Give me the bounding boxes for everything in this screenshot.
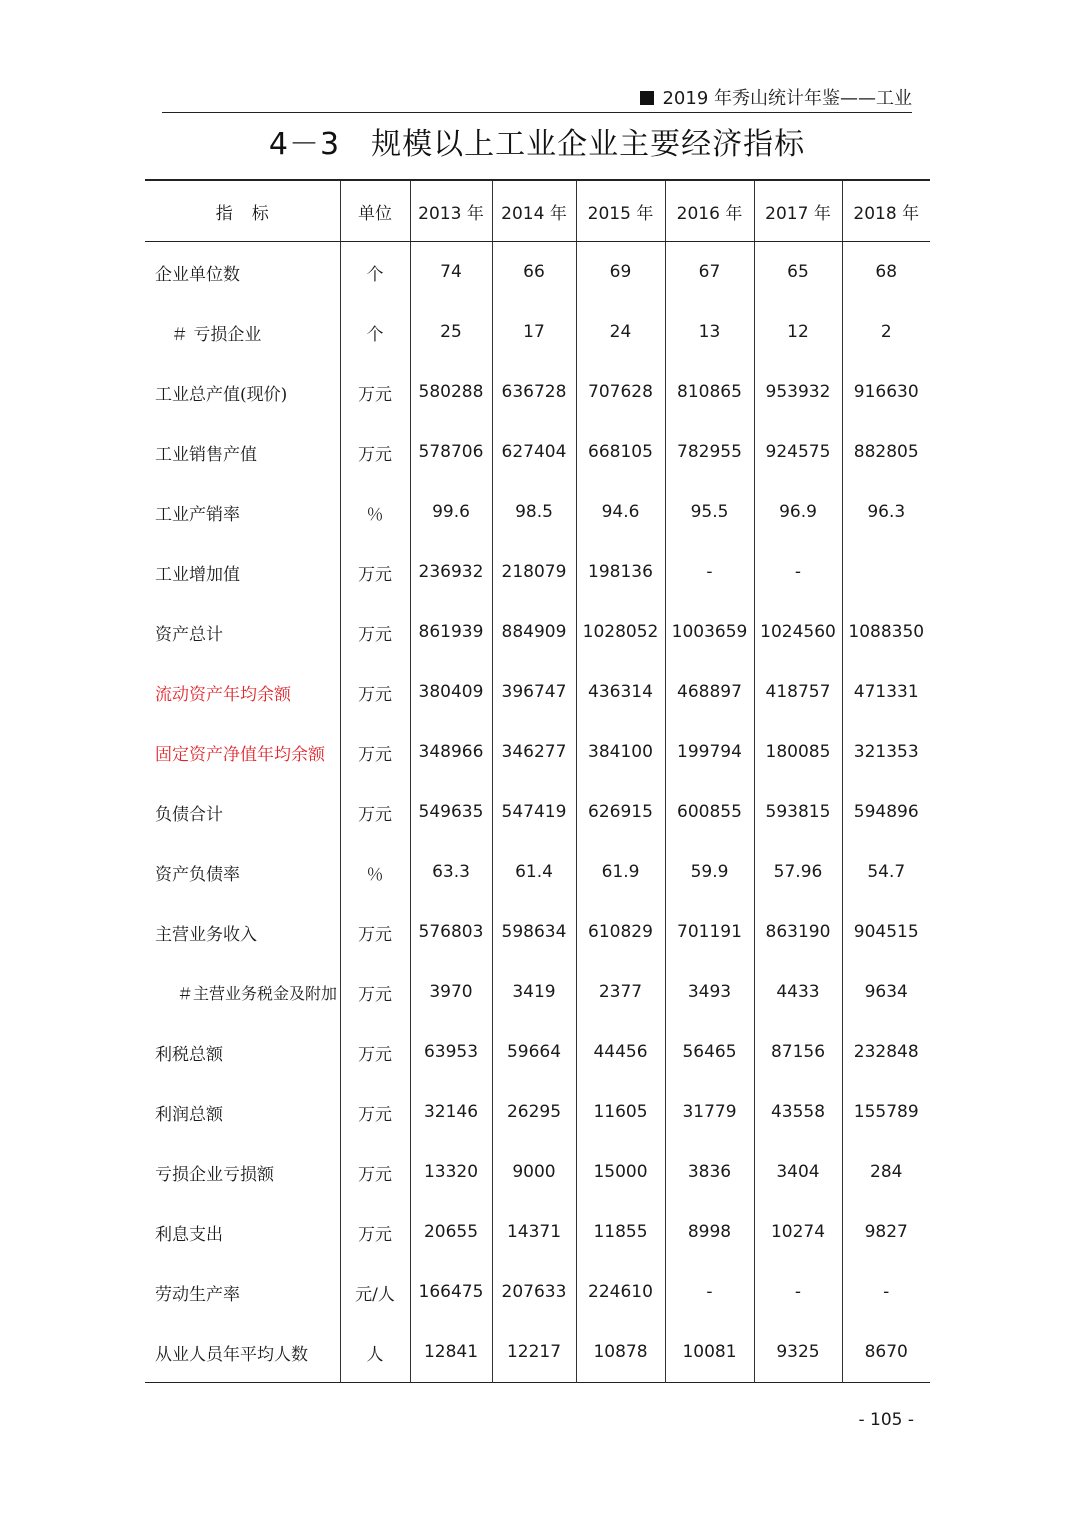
value-cell: 63.3 — [410, 842, 492, 902]
value-cell: 31779 — [665, 1082, 754, 1142]
value-cell: 636728 — [492, 362, 576, 422]
table-row — [145, 242, 930, 303]
table-body — [145, 242, 930, 1383]
value-cell: 380409 — [410, 662, 492, 722]
table-row — [145, 302, 930, 362]
value-cell: 1024560 — [754, 602, 842, 662]
page-title: 4－3 规模以上工业企业主要经济指标 — [268, 127, 806, 162]
table-row — [145, 1322, 930, 1383]
value-cell: - — [754, 1262, 842, 1322]
value-cell: 15000 — [576, 1142, 665, 1202]
table-row — [145, 362, 930, 422]
value-cell: 224610 — [576, 1262, 665, 1322]
value-cell: 346277 — [492, 722, 576, 782]
value-cell: 180085 — [754, 722, 842, 782]
value-cell: 626915 — [576, 782, 665, 842]
unit-cell: 人 — [340, 1322, 410, 1383]
table-row — [145, 902, 930, 962]
value-cell: 218079 — [492, 542, 576, 602]
column-header-year: 2014 年 — [492, 180, 576, 242]
value-cell: 25 — [410, 302, 492, 362]
value-cell: 66 — [492, 242, 576, 303]
unit-cell: 万元 — [340, 1022, 410, 1082]
value-cell: 2 — [842, 302, 930, 362]
indicator-label: 利息支出 — [155, 1224, 223, 1245]
table-row — [145, 842, 930, 902]
value-cell: 3404 — [754, 1142, 842, 1202]
value-cell: 863190 — [754, 902, 842, 962]
value-cell: 24 — [576, 302, 665, 362]
value-cell: 207633 — [492, 1262, 576, 1322]
table-row — [145, 662, 930, 722]
value-cell: 63953 — [410, 1022, 492, 1082]
value-cell: 701191 — [665, 902, 754, 962]
value-cell: 578706 — [410, 422, 492, 482]
header-row — [145, 180, 930, 242]
value-cell: 13 — [665, 302, 754, 362]
column-header-year: 2016 年 — [665, 180, 754, 242]
value-cell: 59.9 — [665, 842, 754, 902]
value-cell: 68 — [842, 242, 930, 303]
value-cell: 953932 — [754, 362, 842, 422]
page-number: - 105 - — [858, 1410, 914, 1430]
table-row — [145, 482, 930, 542]
indicator-label: ＃ 亏损企业 — [171, 324, 262, 345]
value-cell: 236932 — [410, 542, 492, 602]
value-cell: 4433 — [754, 962, 842, 1022]
table-row — [145, 602, 930, 662]
value-cell: 44456 — [576, 1022, 665, 1082]
value-cell: 12 — [754, 302, 842, 362]
value-cell: 32146 — [410, 1082, 492, 1142]
value-cell: 9325 — [754, 1322, 842, 1383]
value-cell: 468897 — [665, 662, 754, 722]
value-cell: 594896 — [842, 782, 930, 842]
value-cell: 155789 — [842, 1082, 930, 1142]
value-cell: 610829 — [576, 902, 665, 962]
value-cell: 707628 — [576, 362, 665, 422]
value-cell: 782955 — [665, 422, 754, 482]
value-cell: 321353 — [842, 722, 930, 782]
value-cell: 9634 — [842, 962, 930, 1022]
value-cell: 1088350 — [842, 602, 930, 662]
value-cell: 61.4 — [492, 842, 576, 902]
value-cell: 98.5 — [492, 482, 576, 542]
unit-cell: ％ — [340, 842, 410, 902]
value-cell: 1003659 — [665, 602, 754, 662]
table-row — [145, 782, 930, 842]
value-cell: 861939 — [410, 602, 492, 662]
unit-cell: 万元 — [340, 722, 410, 782]
unit-cell: 万元 — [340, 362, 410, 422]
value-cell: 2377 — [576, 962, 665, 1022]
black-square-icon — [640, 91, 654, 105]
value-cell: 59664 — [492, 1022, 576, 1082]
table-row — [145, 1142, 930, 1202]
running-header — [162, 86, 912, 113]
value-cell: 9827 — [842, 1202, 930, 1262]
indicator-label: 亏损企业亏损额 — [155, 1164, 274, 1185]
unit-cell: 万元 — [340, 902, 410, 962]
indicator-label: 资产总计 — [155, 624, 223, 645]
table-row — [145, 542, 930, 602]
value-cell: 20655 — [410, 1202, 492, 1262]
value-cell: 95.5 — [665, 482, 754, 542]
value-cell: 10878 — [576, 1322, 665, 1383]
unit-cell: 万元 — [340, 662, 410, 722]
indicator-label: 利税总额 — [155, 1044, 223, 1065]
unit-cell: 万元 — [340, 1142, 410, 1202]
table-row — [145, 1202, 930, 1262]
value-cell: 11855 — [576, 1202, 665, 1262]
unit-cell: 元/人 — [340, 1262, 410, 1322]
indicator-label: 负债合计 — [155, 804, 223, 825]
column-header-year: 2017 年 — [754, 180, 842, 242]
value-cell: 96.9 — [754, 482, 842, 542]
value-cell: - — [665, 1262, 754, 1322]
value-cell: 166475 — [410, 1262, 492, 1322]
value-cell: 54.7 — [842, 842, 930, 902]
value-cell: 471331 — [842, 662, 930, 722]
value-cell: 96.3 — [842, 482, 930, 542]
value-cell: 882805 — [842, 422, 930, 482]
column-header-year: 2013 年 — [410, 180, 492, 242]
indicators-table — [145, 179, 930, 1383]
value-cell: - — [754, 542, 842, 602]
value-cell: 396747 — [492, 662, 576, 722]
indicator-label: 工业增加值 — [155, 564, 240, 585]
indicator-label: 主营业务收入 — [155, 924, 257, 945]
value-cell: 904515 — [842, 902, 930, 962]
indicator-label: 劳动生产率 — [155, 1284, 240, 1305]
unit-cell: 万元 — [340, 1202, 410, 1262]
value-cell: 924575 — [754, 422, 842, 482]
value-cell: 74 — [410, 242, 492, 303]
column-header-unit: 单位 — [340, 180, 410, 242]
table-row — [145, 1082, 930, 1142]
value-cell: 1028052 — [576, 602, 665, 662]
value-cell: 99.6 — [410, 482, 492, 542]
value-cell: 348966 — [410, 722, 492, 782]
value-cell: 284 — [842, 1142, 930, 1202]
value-cell: 627404 — [492, 422, 576, 482]
value-cell: 549635 — [410, 782, 492, 842]
value-cell: 232848 — [842, 1022, 930, 1082]
value-cell: 198136 — [576, 542, 665, 602]
value-cell: 593815 — [754, 782, 842, 842]
value-cell: 17 — [492, 302, 576, 362]
value-cell: 69 — [576, 242, 665, 303]
value-cell: 61.9 — [576, 842, 665, 902]
table-row — [145, 962, 930, 1022]
value-cell: 810865 — [665, 362, 754, 422]
unit-cell: 万元 — [340, 782, 410, 842]
value-cell: 94.6 — [576, 482, 665, 542]
value-cell: 10081 — [665, 1322, 754, 1383]
value-cell: 13320 — [410, 1142, 492, 1202]
value-cell: 600855 — [665, 782, 754, 842]
unit-cell: 万元 — [340, 1082, 410, 1142]
indicator-label: 资产负债率 — [155, 864, 240, 885]
indicator-label: 企业单位数 — [155, 264, 240, 285]
value-cell: 56465 — [665, 1022, 754, 1082]
value-cell — [842, 542, 930, 602]
value-cell: 598634 — [492, 902, 576, 962]
value-cell: 3836 — [665, 1142, 754, 1202]
indicator-label: 从业人员年平均人数 — [155, 1344, 308, 1365]
column-header-year: 2018 年 — [842, 180, 930, 242]
value-cell: 11605 — [576, 1082, 665, 1142]
value-cell: 10274 — [754, 1202, 842, 1262]
value-cell: 576803 — [410, 902, 492, 962]
table-row — [145, 422, 930, 482]
value-cell: 9000 — [492, 1142, 576, 1202]
table-row — [145, 1022, 930, 1082]
value-cell: 384100 — [576, 722, 665, 782]
value-cell: 8998 — [665, 1202, 754, 1262]
indicator-label: 流动资产年均余额 — [155, 684, 291, 705]
value-cell: 884909 — [492, 602, 576, 662]
value-cell: 418757 — [754, 662, 842, 722]
value-cell: 14371 — [492, 1202, 576, 1262]
value-cell: 3493 — [665, 962, 754, 1022]
value-cell: 916630 — [842, 362, 930, 422]
running-header-text: 2019 年秀山统计年鉴——工业 — [662, 88, 912, 109]
value-cell: 8670 — [842, 1322, 930, 1383]
unit-cell: 万元 — [340, 602, 410, 662]
value-cell: 580288 — [410, 362, 492, 422]
value-cell: 668105 — [576, 422, 665, 482]
unit-cell: 万元 — [340, 542, 410, 602]
value-cell: 26295 — [492, 1082, 576, 1142]
column-header-year: 2015 年 — [576, 180, 665, 242]
value-cell: 57.96 — [754, 842, 842, 902]
value-cell: 65 — [754, 242, 842, 303]
indicator-label: 工业总产值(现价) — [155, 384, 288, 405]
value-cell: 547419 — [492, 782, 576, 842]
value-cell: 12841 — [410, 1322, 492, 1383]
value-cell: 199794 — [665, 722, 754, 782]
indicator-label: 固定资产净值年均余额 — [155, 744, 325, 765]
unit-cell: 个 — [340, 242, 410, 303]
value-cell: 436314 — [576, 662, 665, 722]
unit-cell: 个 — [340, 302, 410, 362]
indicator-label: ＃主营业务税金及附加 — [177, 983, 338, 1003]
value-cell: 43558 — [754, 1082, 842, 1142]
value-cell: 3970 — [410, 962, 492, 1022]
value-cell: 87156 — [754, 1022, 842, 1082]
unit-cell: ％ — [340, 482, 410, 542]
indicator-label: 利润总额 — [155, 1104, 223, 1125]
indicator-label: 工业销售产值 — [155, 444, 257, 465]
value-cell: 67 — [665, 242, 754, 303]
value-cell: 3419 — [492, 962, 576, 1022]
indicator-label: 工业产销率 — [155, 504, 240, 525]
value-cell: - — [665, 542, 754, 602]
unit-cell: 万元 — [340, 422, 410, 482]
table-row — [145, 722, 930, 782]
column-header-indicator: 指 标 — [145, 180, 340, 242]
unit-cell: 万元 — [340, 962, 410, 1022]
value-cell: 12217 — [492, 1322, 576, 1383]
value-cell: - — [842, 1262, 930, 1322]
table-row — [145, 1262, 930, 1322]
